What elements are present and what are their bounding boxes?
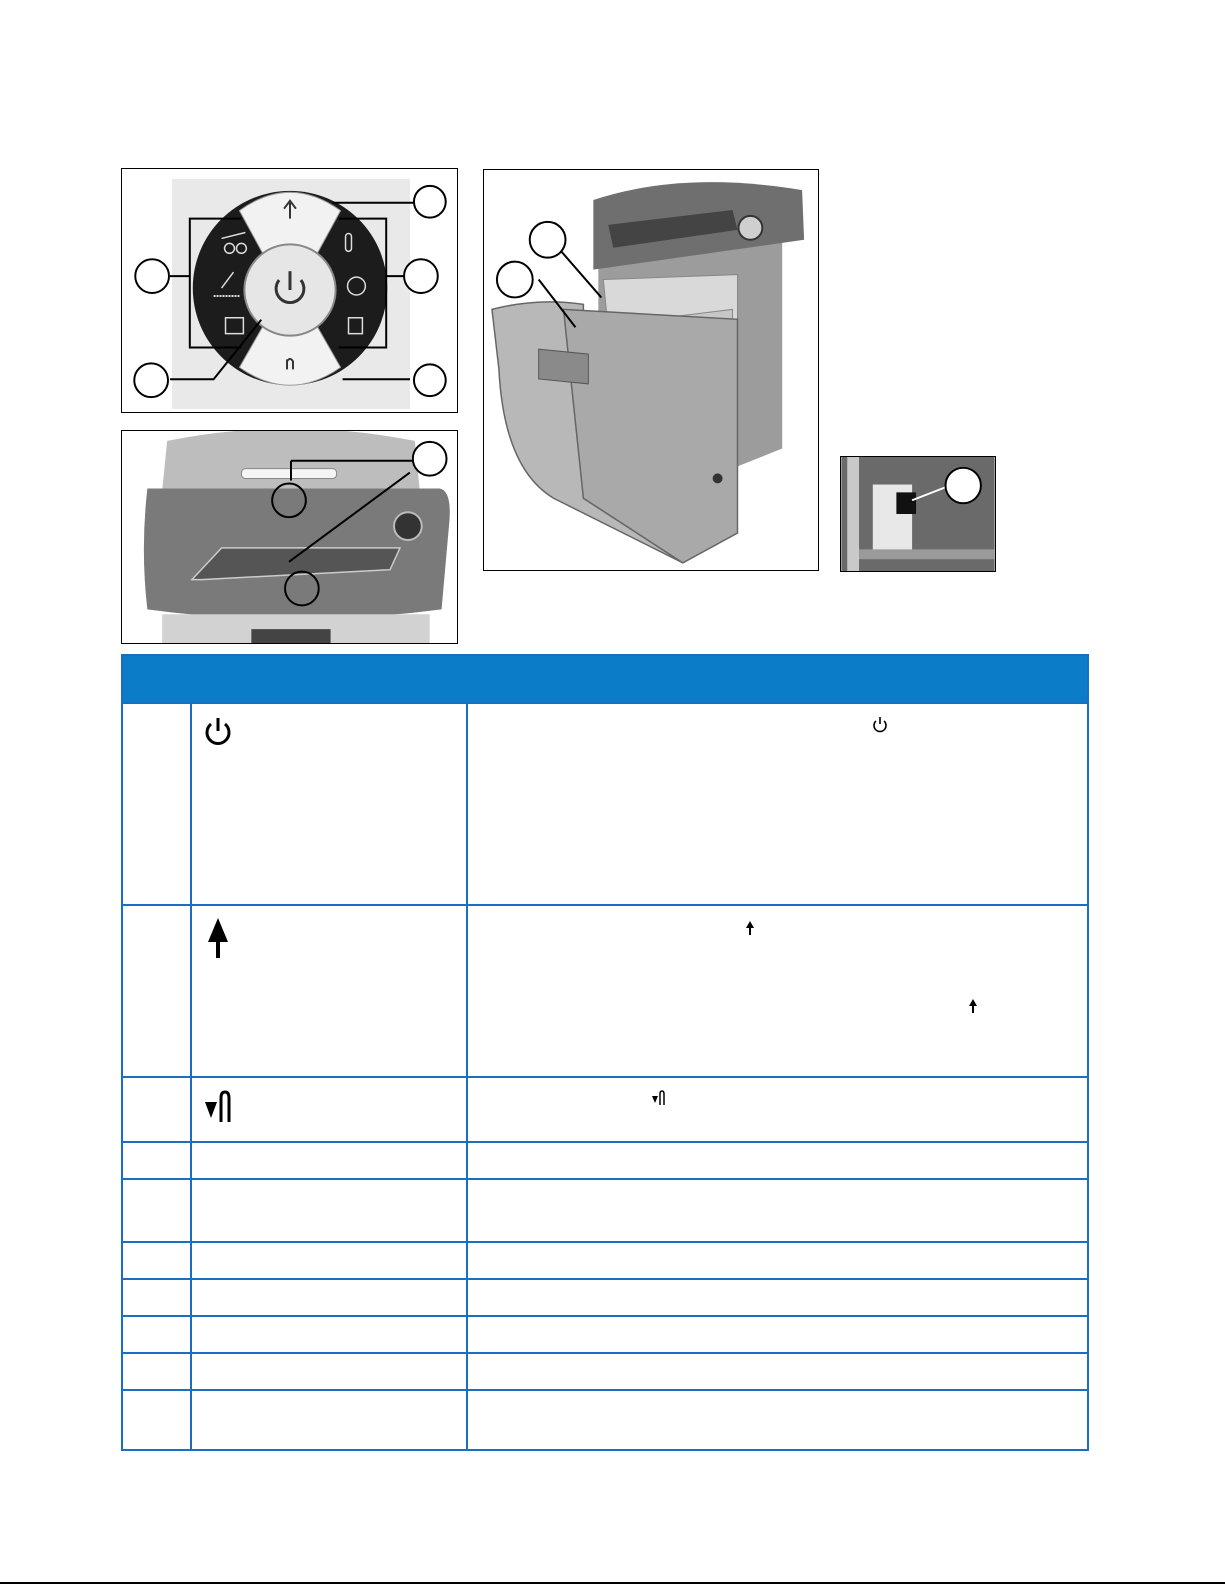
forward-arrow-icon bbox=[206, 916, 230, 960]
table-row-2 bbox=[123, 904, 1087, 1078]
power-icon bbox=[203, 716, 233, 748]
table-row-10 bbox=[123, 1389, 1087, 1451]
table-row-3 bbox=[123, 1076, 1087, 1142]
shredder-cabinet-illustration bbox=[484, 170, 818, 570]
reverse-arrow-icon bbox=[203, 1090, 231, 1124]
control-panel-illustration bbox=[122, 169, 457, 412]
reverse-arrow-icon bbox=[651, 1090, 665, 1106]
power-icon bbox=[872, 716, 888, 734]
table-row-4 bbox=[123, 1141, 1087, 1179]
table-row-8 bbox=[123, 1315, 1087, 1353]
footer-rule bbox=[0, 1582, 1225, 1584]
interior-detail-illustration bbox=[841, 457, 995, 571]
table-row-1 bbox=[123, 702, 1087, 906]
shredder-cabinet-photo bbox=[483, 169, 819, 571]
control-panel-photo bbox=[121, 168, 458, 413]
table-row-6 bbox=[123, 1241, 1087, 1279]
feed-slots-photo bbox=[121, 430, 458, 644]
table-header bbox=[123, 656, 1087, 702]
forward-arrow-icon bbox=[745, 920, 755, 936]
feed-slots-illustration bbox=[122, 431, 457, 643]
interior-detail-photo bbox=[840, 456, 996, 572]
table-row-5 bbox=[123, 1178, 1087, 1242]
table-row-7 bbox=[123, 1278, 1087, 1316]
forward-arrow-icon bbox=[968, 998, 978, 1014]
table-row-9 bbox=[123, 1352, 1087, 1390]
description-table bbox=[121, 654, 1089, 1451]
